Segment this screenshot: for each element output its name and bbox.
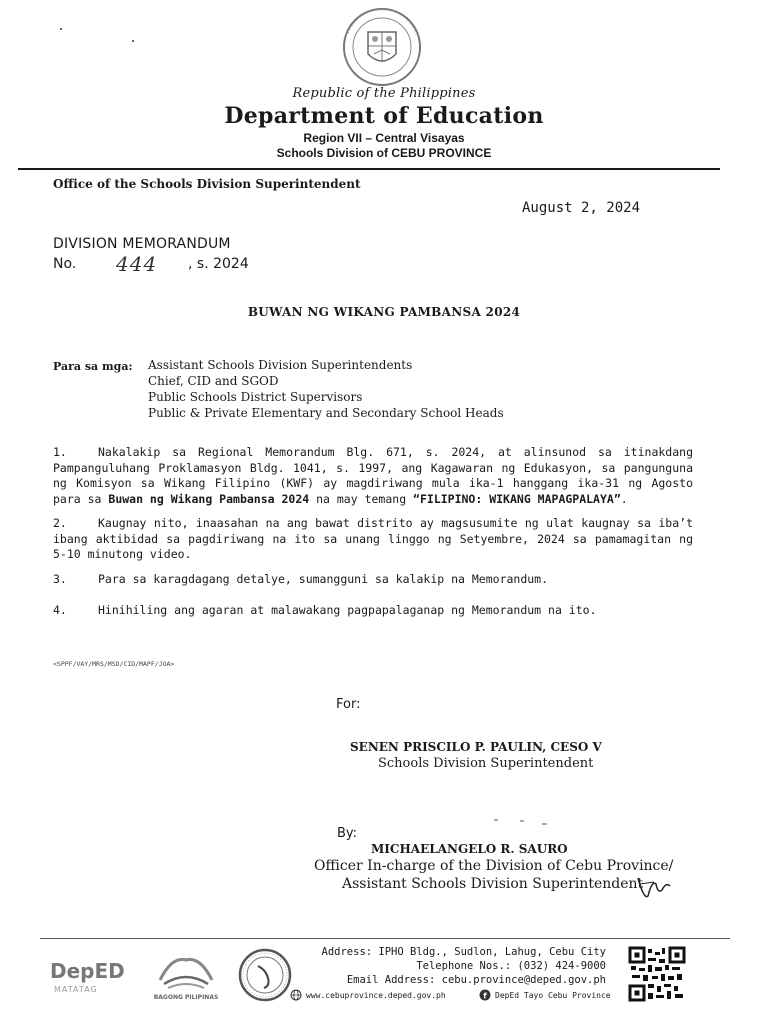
theme-text: “FILIPINO: WIKANG MAPAGPALAYA” bbox=[413, 491, 621, 506]
svg-text:f: f bbox=[483, 991, 487, 1001]
scan-speck bbox=[132, 40, 134, 42]
qr-code-icon bbox=[628, 946, 686, 1002]
scan-speck bbox=[60, 28, 62, 30]
paragraph-text: na may temang bbox=[309, 491, 414, 506]
deped-matatag-logo bbox=[48, 950, 126, 1000]
footer-divider bbox=[40, 938, 730, 939]
signer1-title: Schools Division Superintendent bbox=[378, 756, 594, 771]
footer-telephone: Telephone Nos.: (032) 424-9000 bbox=[416, 960, 606, 972]
memo-series: , s. 2024 bbox=[188, 256, 249, 272]
recipient-item: Assistant Schools Division Superintendents bbox=[148, 358, 413, 372]
footer-address: Address: IPHO Bldg., Sudlon, Lahug, Cebu City bbox=[321, 946, 606, 958]
memo-title: DIVISION MEMORANDUM bbox=[53, 236, 231, 252]
matatag-logo-text: MATATAG bbox=[54, 985, 98, 994]
republic-heading: Republic of the Philippines bbox=[292, 86, 476, 101]
paragraph-2 bbox=[53, 516, 693, 563]
paragraph-number: 1. bbox=[53, 445, 67, 459]
paragraph-number: 2. bbox=[53, 516, 67, 530]
footer-website[interactable] bbox=[290, 989, 446, 1001]
paragraph-3 bbox=[53, 572, 693, 588]
footer-email[interactable]: Email Address: cebu.province@deped.gov.ph bbox=[346, 974, 606, 986]
department-heading: Department of Education bbox=[224, 103, 544, 129]
bagong-pilipinas-logo bbox=[142, 950, 230, 1002]
facebook-page-link[interactable]: DepEd Tayo Cebu Province bbox=[495, 990, 611, 1000]
globe-icon bbox=[290, 989, 302, 1001]
paragraph-text: Kaugnay nito, inaasahan na ang bawat distrito ay magsusumite ng ulat kaugnay sa iba’t ibang aktibidad sa pagdiriwang na ito sa unang linggo ng Setyembre, 2024 sa pamamagitan ng 5-10 minutong video. bbox=[53, 516, 693, 561]
recipient-item: Public & Private Elementary and Secondary School Heads bbox=[148, 406, 504, 420]
memo-subject: BUWAN NG WIKANG PAMBANSA 2024 bbox=[247, 305, 521, 319]
signer2-name: MICHAELANGELO R. SAURO bbox=[371, 842, 568, 856]
facebook-icon bbox=[479, 989, 491, 1001]
paragraph-text: Nakalakip sa Regional Memorandum Blg. 671, s. 2024, at alinsunod sa itinakdang Pampanguluhang Proklamasyon Bldg. 1041, s. 1997, ang Kagawaran ng Edukasyon, sa pangunguna ng Komisyon sa Wikang Filipino (KWF) ay magdiriwang mula ika-1 hanggang ika-31 ng Agosto para sa bbox=[53, 445, 693, 506]
website-link[interactable]: www.cebuprovince.deped.gov.ph bbox=[306, 990, 446, 1000]
handwritten-initials bbox=[634, 870, 674, 904]
bagong-pilipinas-text: BAGONG PILIPINAS bbox=[153, 994, 219, 1001]
memo-date: August 2, 2024 bbox=[522, 200, 641, 216]
reference-initials: <SPPF/VAY/MRS/MSD/CID/MAPF/JOA> bbox=[53, 660, 175, 668]
signer1-name: SENEN PRISCILO P. PAULIN, CESO V bbox=[350, 740, 602, 754]
by-label: By: bbox=[337, 826, 358, 841]
cebu-division-seal bbox=[238, 948, 292, 1002]
memo-number-value: 444 bbox=[116, 252, 158, 276]
memo-number-label: No. bbox=[53, 256, 77, 272]
signer2-title-line1: Officer In-charge of the Division of Cebu Province/ bbox=[314, 858, 674, 874]
deped-logo-text: DepED bbox=[50, 959, 125, 983]
recipient-item: Chief, CID and SGOD bbox=[148, 374, 279, 388]
recipients-label: Para sa mga: bbox=[53, 360, 133, 373]
paragraph-text: Para sa karagdagang detalye, sumangguni sa kalakip na Memorandum. bbox=[98, 572, 549, 586]
division-heading: Schools Division of CEBU PROVINCE bbox=[276, 146, 492, 160]
paragraph-text: . bbox=[620, 491, 628, 506]
paragraph-bold-text: Buwan ng Wikang Pambansa 2024 bbox=[108, 491, 310, 506]
region-heading: Region VII – Central Visayas bbox=[303, 131, 465, 145]
signer2-title-line2: Assistant Schools Division Superintendent bbox=[342, 876, 644, 892]
paragraph-number: 4. bbox=[53, 603, 67, 617]
header-divider bbox=[18, 168, 720, 170]
paragraph-text: Hinihiling ang agaran at malawakang pagpapalaganap ng Memorandum na ito. bbox=[98, 603, 597, 617]
footer-facebook[interactable] bbox=[479, 989, 611, 1001]
paragraph-number: 3. bbox=[53, 572, 67, 586]
recipients-list bbox=[148, 357, 504, 421]
paragraph-1 bbox=[53, 445, 693, 507]
paragraph-4 bbox=[53, 603, 693, 619]
for-label: For: bbox=[336, 697, 361, 712]
recipient-item: Public Schools District Supervisors bbox=[148, 390, 363, 404]
deped-seal-logo bbox=[330, 6, 434, 88]
signature-marks bbox=[492, 812, 552, 828]
office-label: Office of the Schools Division Superintendent bbox=[53, 177, 361, 191]
